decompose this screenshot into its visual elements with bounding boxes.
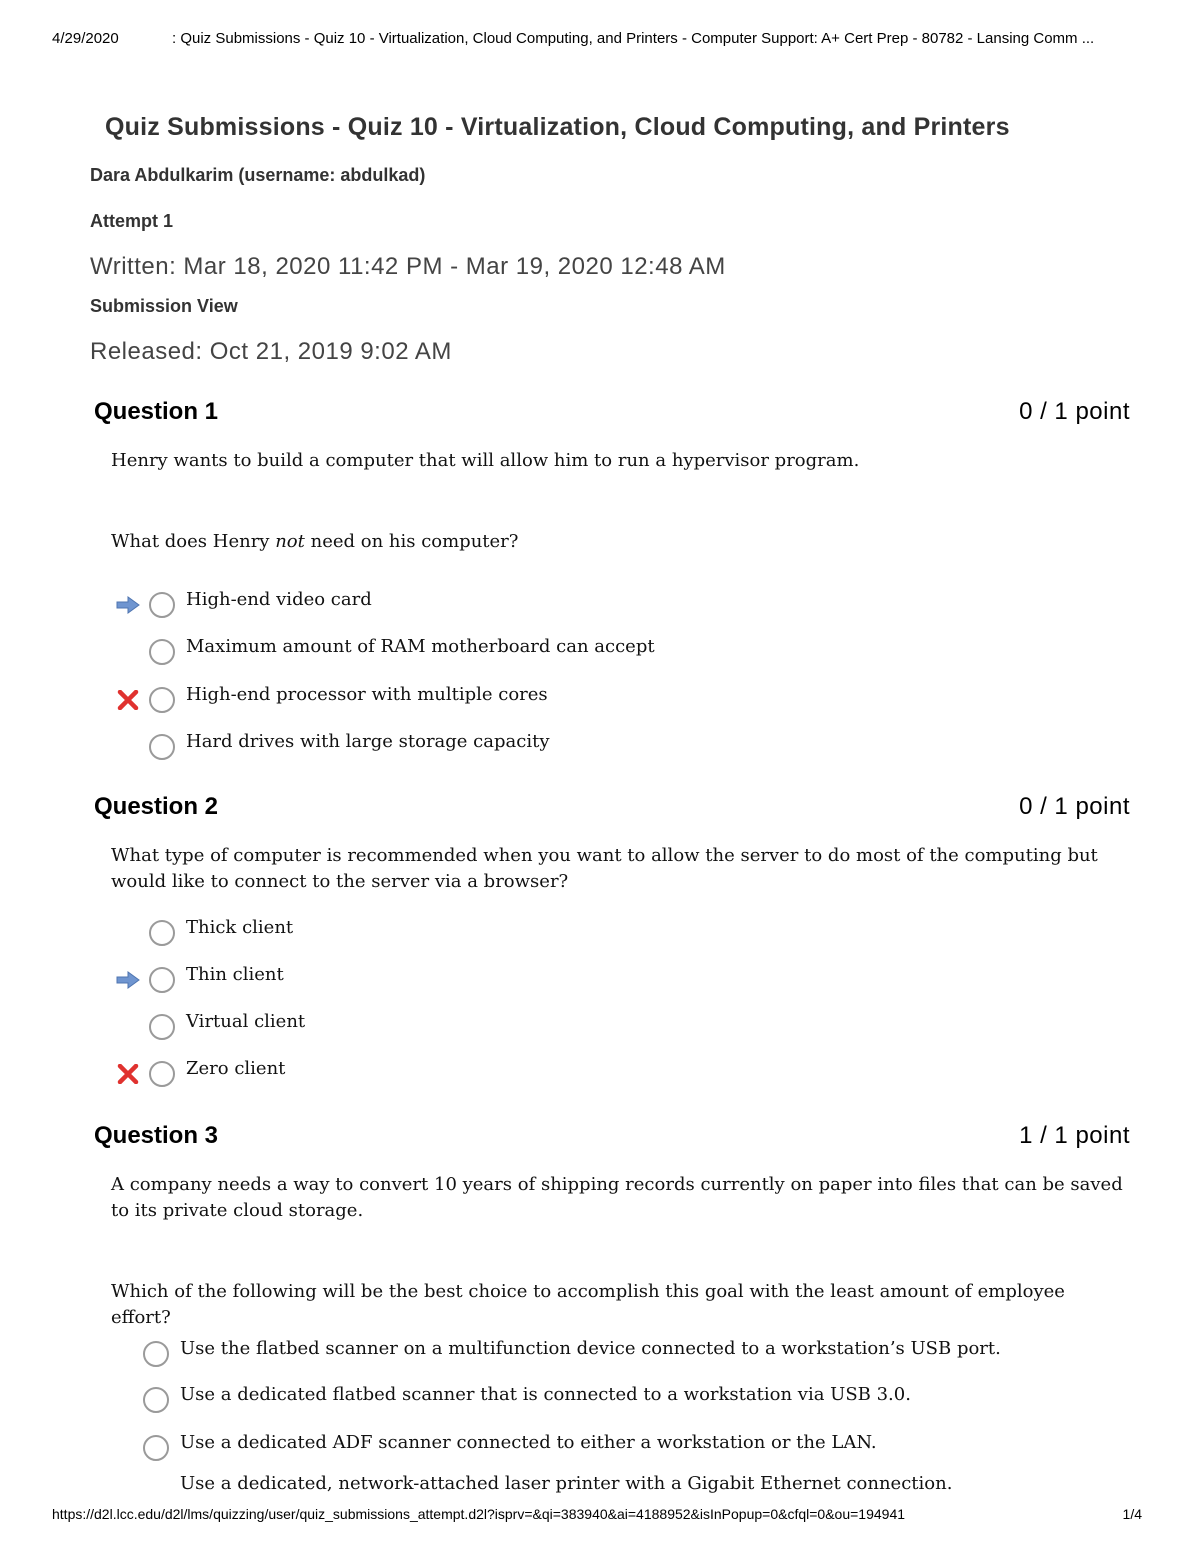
print-doc-title: : Quiz Submissions - Quiz 10 - Virtualization, Cloud Computing, and Printers - Computer Support: A+ Cert Prep - 80782 - Lansing Comm ... xyxy=(172,30,1095,47)
radio-button[interactable] xyxy=(149,1014,175,1040)
page-title: Quiz Submissions - Quiz 10 - Virtualization, Cloud Computing, and Printers xyxy=(105,113,1010,141)
question-title: Question 1 xyxy=(94,398,219,425)
student-name: Dara Abdulkarim (username: abdulkad) xyxy=(90,165,426,185)
answer-option[interactable] xyxy=(112,1056,1112,1096)
option-label: Maximum amount of RAM motherboard can accept xyxy=(186,636,655,657)
question-text: What type of computer is recommended when you want to allow the server to do most of the computing but would like to connect to the server via a browser? xyxy=(111,845,1098,892)
answer-option[interactable] xyxy=(112,1009,1112,1049)
option-label: Use a dedicated ADF scanner connected to either a workstation or the LAN. xyxy=(180,1432,877,1453)
answer-option[interactable] xyxy=(106,1382,1106,1422)
answer-option[interactable] xyxy=(112,962,1112,1002)
radio-button[interactable] xyxy=(143,1387,169,1413)
question-points: 1 / 1 point xyxy=(1019,1122,1130,1149)
radio-button[interactable] xyxy=(149,1061,175,1087)
radio-button[interactable] xyxy=(149,920,175,946)
correct-arrow-icon xyxy=(116,595,140,615)
answer-option[interactable] xyxy=(112,915,1112,955)
option-label: Virtual client xyxy=(186,1011,306,1032)
question-prompt: Which of the following will be the best choice to accomplish this goal with the least amount of employee effort? xyxy=(111,1281,1065,1328)
question-text: A company needs a way to convert 10 years of shipping records currently on paper into files that can be saved to its private cloud storage. xyxy=(111,1174,1123,1221)
submission-view-label: Submission View xyxy=(90,296,238,316)
radio-button[interactable] xyxy=(149,734,175,760)
option-label: Thin client xyxy=(186,964,284,985)
option-label: High-end video card xyxy=(186,589,372,610)
print-page-number: 1/4 xyxy=(1122,1506,1142,1522)
answer-option[interactable] xyxy=(112,729,1112,769)
prompt-part: What does Henry xyxy=(111,531,276,552)
question-title: Question 2 xyxy=(94,793,219,820)
question-prompt xyxy=(111,529,1130,555)
incorrect-x-icon xyxy=(116,690,140,710)
question-3 xyxy=(94,1122,1130,1494)
released-date: Released: Oct 21, 2019 9:02 AM xyxy=(90,338,452,365)
option-label: Use a dedicated, network-attached laser printer with a Gigabit Ethernet connection. xyxy=(180,1473,953,1494)
answer-option[interactable] xyxy=(112,587,1112,627)
option-label: High-end processor with multiple cores xyxy=(186,684,548,705)
question-1 xyxy=(94,398,1130,752)
question-text: Henry wants to build a computer that will allow him to run a hypervisor program. xyxy=(111,450,860,471)
written-date: Written: Mar 18, 2020 11:42 PM - Mar 19, 2020 12:48 AM xyxy=(90,253,726,280)
answer-option[interactable] xyxy=(106,1336,1106,1376)
option-label: Use the flatbed scanner on a multifunction device connected to a workstation’s USB port. xyxy=(180,1338,1001,1359)
question-points: 0 / 1 point xyxy=(1019,398,1130,425)
radio-button[interactable] xyxy=(143,1341,169,1367)
answer-option[interactable] xyxy=(106,1471,1106,1511)
print-footer xyxy=(52,1506,1148,1526)
question-points: 0 / 1 point xyxy=(1019,793,1130,820)
radio-button[interactable] xyxy=(143,1435,169,1461)
prompt-part: need on his computer? xyxy=(304,531,519,552)
option-label: Hard drives with large storage capacity xyxy=(186,731,550,752)
question-title: Question 3 xyxy=(94,1122,219,1149)
prompt-emphasis: not xyxy=(275,531,305,552)
radio-button[interactable] xyxy=(149,592,175,618)
radio-button[interactable] xyxy=(149,967,175,993)
attempt-label: Attempt 1 xyxy=(90,211,174,231)
option-label: Use a dedicated flatbed scanner that is connected to a workstation via USB 3.0. xyxy=(180,1384,911,1405)
radio-button[interactable] xyxy=(149,639,175,665)
option-label: Zero client xyxy=(186,1058,286,1079)
incorrect-x-icon xyxy=(116,1064,140,1084)
print-header xyxy=(52,30,1148,50)
answer-option[interactable] xyxy=(112,682,1112,722)
print-date: 4/29/2020 xyxy=(52,30,119,47)
print-url: https://d2l.lcc.edu/d2l/lms/quizzing/user/quiz_submissions_attempt.d2l?isprv=&qi=383940&ai=4188952&isInPopup=0&cfql=0&ou=194941 xyxy=(52,1506,906,1522)
option-label: Thick client xyxy=(186,917,294,938)
question-2 xyxy=(94,793,1130,1079)
correct-arrow-icon xyxy=(116,970,140,990)
answer-option[interactable] xyxy=(112,634,1112,674)
answer-option[interactable] xyxy=(106,1430,1106,1470)
radio-button[interactable] xyxy=(149,687,175,713)
